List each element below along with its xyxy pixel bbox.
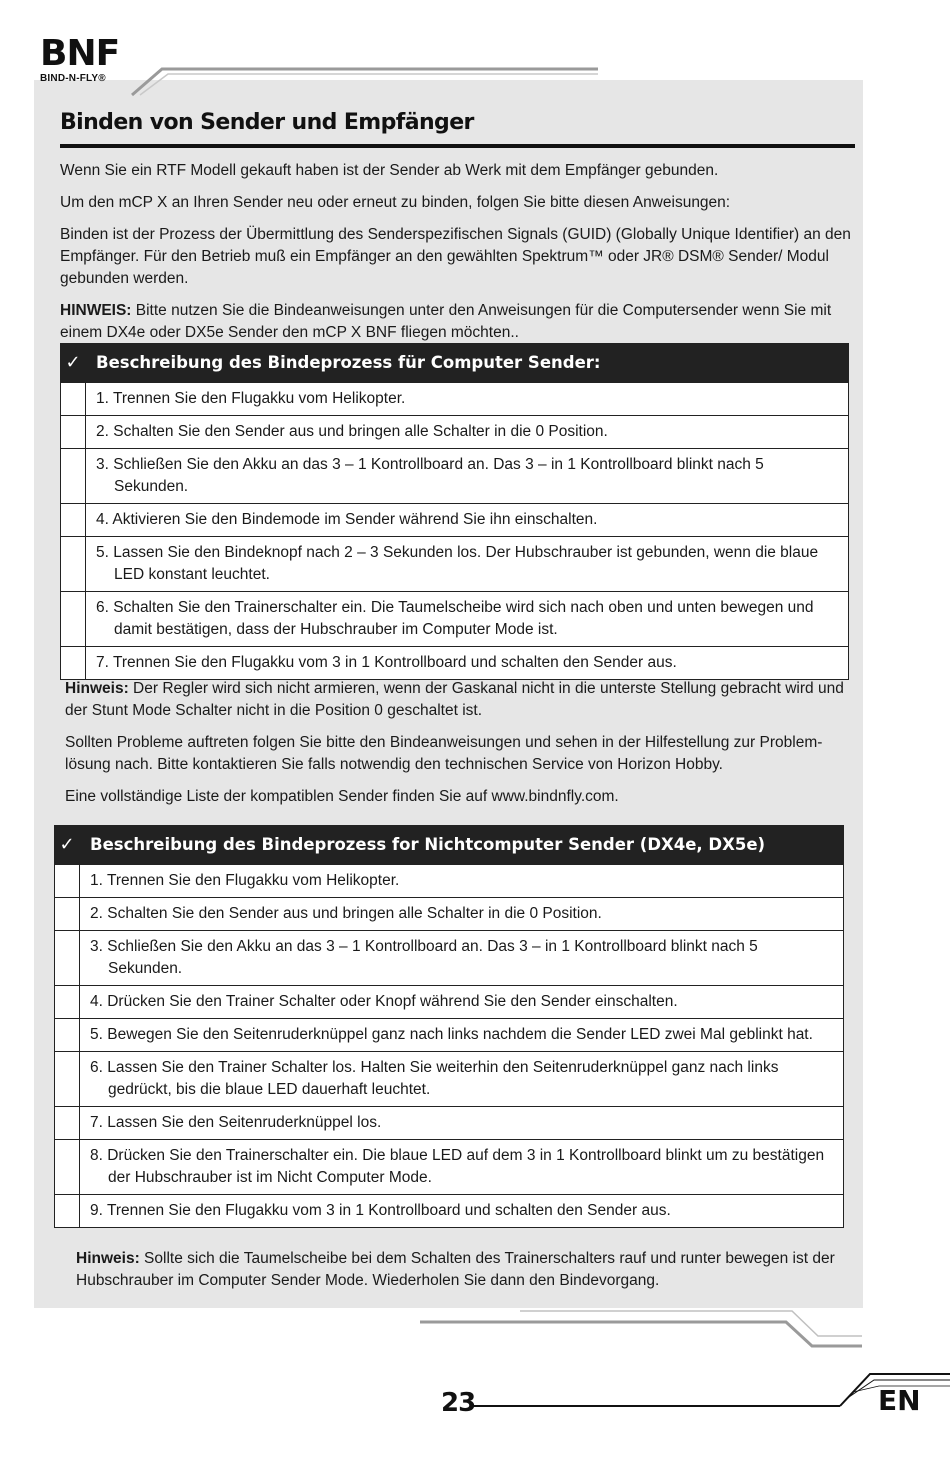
intro-paragraph-3: Binden ist der Prozess der Übermittlung des Senderspezifischen Signals (GUID) (Globally Unique Identifier) an den Empfänger. Für den Betrieb muß ein Empfänger an den gewählten Spektrum™ oder JR® DSM® Sender/ Modul gebunden werden. (60, 226, 851, 287)
check-cell (61, 383, 86, 416)
table-row (61, 449, 849, 504)
table-row (61, 383, 849, 416)
intro-paragraph-2: Um den mCP X an Ihren Sender neu oder erneut zu binden, folgen Sie bitte diesen Anweisungen: (60, 194, 731, 211)
note-esc (65, 678, 855, 722)
note-text: Bitte nutzen Sie die Bindeanweisungen unter den Anweisungen für die Computersender wenn Sie mit einem DX4e oder DX5e Sender den mCP X BNF fliegen möchten.. (60, 302, 832, 341)
table-row (55, 898, 844, 931)
checkmark-icon: ✓ (61, 344, 86, 383)
note-computer-transmitter (60, 300, 860, 344)
page-number: 23 (441, 1388, 476, 1418)
check-cell (55, 986, 80, 1019)
note-label: HINWEIS: (60, 302, 132, 319)
step-text: 5. Lassen Sie den Bindeknopf nach 2 – 3 Sekunden los. Der Hubschrauber ist gebunden, wenn die blaue LED konstant leuchtet. (96, 544, 819, 583)
check-cell (55, 1195, 80, 1228)
check-cell (61, 647, 86, 680)
table-row (61, 537, 849, 592)
check-cell (55, 1052, 80, 1107)
table-row (55, 1195, 844, 1228)
table-row (61, 592, 849, 647)
checkmark-icon: ✓ (55, 826, 80, 865)
step-text: 3. Schließen Sie den Akku an das 3 – 1 Kontrollboard an. Das 3 – in 1 Kontrollboard blinkt nach 5 Sekunden. (96, 456, 764, 495)
page-title: Binden von Sender und Empfänger (60, 110, 474, 135)
binding-table-noncomputer (54, 825, 844, 1228)
check-cell (61, 504, 86, 537)
step-text: 1. Trennen Sie den Flugakku vom Helikopter. (96, 390, 406, 407)
check-cell (55, 931, 80, 986)
bnf-logo (40, 33, 120, 84)
check-cell (55, 1019, 80, 1052)
note-text: Der Regler wird sich nicht armieren, wenn der Gaskanal nicht in die unterste Stellung gebracht wird und der Stunt Mode Schalter nicht in die Position 0 geschaltet ist. (65, 680, 844, 719)
step-text: 4. Drücken Sie den Trainer Schalter oder Knopf während Sie den Sender einschalten. (90, 993, 678, 1010)
step-text: 6. Lassen Sie den Trainer Schalter los. Halten Sie weiterhin den Seitenruderknüppel ganz nach links gedrückt, bis die blaue LED dauerhaft leuchtet. (90, 1059, 779, 1098)
check-cell (55, 1140, 80, 1195)
check-cell (61, 592, 86, 647)
intro-paragraph-1: Wenn Sie ein RTF Modell gekauft haben ist der Sender ab Werk mit dem Empfänger gebunden. (60, 162, 719, 179)
table-row (61, 647, 849, 680)
table-row (55, 1140, 844, 1195)
binding-table-computer (60, 343, 849, 680)
note-text: Sollte sich die Taumelscheibe bei dem Schalten des Trainerschalters rauf und runter bewegen ist der Hubschrauber im Computer Sender Mode. Wiederholen Sie dann den Bindevorgang. (76, 1250, 835, 1289)
table-header (61, 344, 849, 383)
note-swashplate (76, 1248, 860, 1292)
table-row (61, 504, 849, 537)
check-cell (55, 865, 80, 898)
table-row (55, 1019, 844, 1052)
table-title: Beschreibung des Bindeprozess für Computer Sender: (86, 344, 849, 383)
table-row (55, 1107, 844, 1140)
check-cell (61, 449, 86, 504)
compatible-list-paragraph: Eine vollständige Liste der kompatiblen Sender finden Sie auf www.bindnfly.com. (65, 788, 619, 805)
table-row (55, 865, 844, 898)
table-row (55, 986, 844, 1019)
table-row (61, 416, 849, 449)
check-cell (61, 416, 86, 449)
step-text: 1. Trennen Sie den Flugakku vom Helikopter. (90, 872, 400, 889)
logo-sub-text: BIND-N-FLY® (40, 73, 106, 84)
logo-main-text: BNF (40, 33, 120, 74)
step-text: 4. Aktivieren Sie den Bindemode im Sender während Sie ihn einschalten. (96, 511, 598, 528)
language-label: EN (878, 1384, 921, 1417)
step-text: 7. Trennen Sie den Flugakku vom 3 in 1 Kontrollboard und schalten den Sender aus. (96, 654, 677, 671)
problems-paragraph: Sollten Probleme auftreten folgen Sie bitte den Bindeanweisungen und sehen in der Hilfestellung zur Problem-lösung nach. Bitte kontaktieren Sie falls notwendig den technischen Service von Horizon Hobby. (65, 734, 823, 773)
step-text: 2. Schalten Sie den Sender aus und bringen alle Schalter in die 0 Position. (96, 423, 608, 440)
check-cell (61, 537, 86, 592)
step-text: 2. Schalten Sie den Sender aus und bringen alle Schalter in die 0 Position. (90, 905, 602, 922)
note-label: Hinweis: (65, 680, 129, 697)
table-row (55, 931, 844, 986)
table-header (55, 826, 844, 865)
step-text: 9. Trennen Sie den Flugakku vom 3 in 1 Kontrollboard und schalten den Sender aus. (90, 1202, 671, 1219)
step-text: 6. Schalten Sie den Trainerschalter ein. Die Taumelscheibe wird sich nach oben und unten bewegen und damit bestätigen, dass der Hubschrauber im Computer Mode ist. (96, 599, 814, 638)
note-label: Hinweis: (76, 1250, 140, 1267)
step-text: 7. Lassen Sie den Seitenruderknüppel los. (90, 1114, 382, 1131)
step-text: 5. Bewegen Sie den Seitenruderknüppel ganz nach links nachdem die Sender LED zwei Mal geblinkt hat. (90, 1026, 813, 1043)
title-rule (60, 144, 855, 148)
check-cell (55, 1107, 80, 1140)
check-cell (55, 898, 80, 931)
table-title: Beschreibung des Bindeprozess for Nichtcomputer Sender (DX4e, DX5e) (80, 826, 844, 865)
step-text: 3. Schließen Sie den Akku an das 3 – 1 Kontrollboard an. Das 3 – in 1 Kontrollboard blinkt nach 5 Sekunden. (90, 938, 758, 977)
step-text: 8. Drücken Sie den Trainerschalter ein. Die blaue LED auf dem 3 in 1 Kontrollboard blinkt um zu bestätigen der Hubschrauber ist im Nicht Computer Mode. (90, 1147, 825, 1186)
table-row (55, 1052, 844, 1107)
